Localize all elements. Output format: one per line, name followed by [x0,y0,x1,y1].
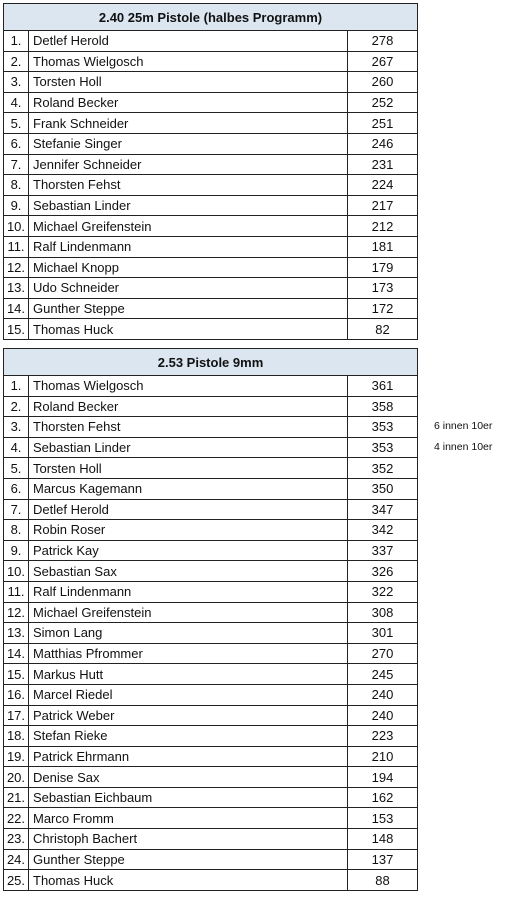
table-row [4,520,418,541]
score-cell: 347 [348,499,418,520]
name-cell: Thorsten Fehst [29,175,348,196]
rank-cell: 19. [4,746,29,767]
table-row [4,216,418,237]
score-cell: 358 [348,396,418,417]
rank-cell: 11. [4,581,29,602]
table-row [4,623,418,644]
score-cell: 212 [348,216,418,237]
name-cell: Gunther Steppe [29,298,348,319]
rank-cell: 20. [4,767,29,788]
name-cell: Markus Hutt [29,664,348,685]
rank-cell: 8. [4,175,29,196]
score-cell: 350 [348,478,418,499]
score-cell: 270 [348,643,418,664]
table-row [4,643,418,664]
table-row [4,478,418,499]
score-cell: 352 [348,458,418,479]
name-cell: Sebastian Sax [29,561,348,582]
rank-cell: 13. [4,623,29,644]
name-cell: Simon Lang [29,623,348,644]
name-cell: Michael Knopp [29,257,348,278]
rank-cell: 4. [4,92,29,113]
table-row [4,726,418,747]
rank-cell: 5. [4,458,29,479]
rank-cell: 2. [4,51,29,72]
name-cell: Patrick Ehrmann [29,746,348,767]
rank-cell: 17. [4,705,29,726]
table-row [4,870,418,891]
name-cell: Thomas Huck [29,319,348,340]
rank-cell: 5. [4,113,29,134]
rank-cell: 12. [4,602,29,623]
name-cell: Roland Becker [29,396,348,417]
table-row [4,92,418,113]
score-cell: 231 [348,154,418,175]
rank-cell: 11. [4,236,29,257]
name-cell: Frank Schneider [29,113,348,134]
score-cell: 88 [348,870,418,891]
rank-cell: 10. [4,216,29,237]
table-row [4,257,418,278]
name-cell: Matthias Pfrommer [29,643,348,664]
name-cell: Stefan Rieke [29,726,348,747]
table-row [4,561,418,582]
name-cell: Torsten Holl [29,458,348,479]
name-cell: Thomas Huck [29,870,348,891]
name-cell: Ralf Lindenmann [29,236,348,257]
table-title: 2.40 25m Pistole (halbes Programm) [4,4,418,31]
rank-cell: 1. [4,376,29,397]
table-row [4,746,418,767]
table-header-row [4,4,418,31]
score-cell: 267 [348,51,418,72]
rank-cell: 12. [4,257,29,278]
score-cell: 181 [348,236,418,257]
name-cell: Christoph Bachert [29,829,348,850]
name-cell: Roland Becker [29,92,348,113]
rank-cell: 9. [4,195,29,216]
table-row [4,72,418,93]
rank-cell: 23. [4,829,29,850]
name-cell: Gunther Steppe [29,849,348,870]
score-cell: 260 [348,72,418,93]
rank-cell: 13. [4,278,29,299]
table-row [4,175,418,196]
rank-cell: 3. [4,417,29,438]
score-cell: 210 [348,746,418,767]
score-cell: 278 [348,31,418,52]
table-row [4,602,418,623]
rank-cell: 15. [4,664,29,685]
rank-cell: 22. [4,808,29,829]
score-cell: 301 [348,623,418,644]
rank-cell: 7. [4,499,29,520]
score-cell: 322 [348,581,418,602]
score-cell: 194 [348,767,418,788]
rank-cell: 3. [4,72,29,93]
results-table-pistole-9mm [3,348,418,891]
table-header-row [4,349,418,376]
score-cell: 240 [348,684,418,705]
table-row [4,298,418,319]
table-title: 2.53 Pistole 9mm [4,349,418,376]
table-row [4,808,418,829]
name-cell: Thomas Wielgosch [29,51,348,72]
score-cell: 82 [348,319,418,340]
table-row [4,849,418,870]
score-cell: 153 [348,808,418,829]
score-cell: 162 [348,787,418,808]
table-row [4,236,418,257]
table-row [4,319,418,340]
name-cell: Ralf Lindenmann [29,581,348,602]
table-row [4,31,418,52]
table-row [4,154,418,175]
score-cell: 326 [348,561,418,582]
table-row [4,705,418,726]
name-cell: Torsten Holl [29,72,348,93]
score-cell: 172 [348,298,418,319]
score-cell: 148 [348,829,418,850]
table-row [4,133,418,154]
table-row [4,278,418,299]
name-cell: Sebastian Eichbaum [29,787,348,808]
table-row [4,376,418,397]
rank-cell: 7. [4,154,29,175]
rank-cell: 16. [4,684,29,705]
table-row [4,787,418,808]
score-cell: 353 [348,417,418,438]
name-cell: Sebastian Linder [29,195,348,216]
name-cell: Patrick Weber [29,705,348,726]
score-cell: 217 [348,195,418,216]
table-row [4,581,418,602]
name-cell: Marcus Kagemann [29,478,348,499]
rank-cell: 14. [4,643,29,664]
table-row [4,113,418,134]
score-cell: 245 [348,664,418,685]
table-row [4,51,418,72]
name-cell: Detlef Herold [29,499,348,520]
score-cell: 179 [348,257,418,278]
tiebreak-note: 4 innen 10er [434,441,493,453]
score-cell: 224 [348,175,418,196]
table-row [4,458,418,479]
table-row [4,540,418,561]
name-cell: Patrick Kay [29,540,348,561]
table-row [4,396,418,417]
results-table-25m-pistole [3,3,418,340]
rank-cell: 18. [4,726,29,747]
table-row [4,767,418,788]
score-cell: 337 [348,540,418,561]
rank-cell: 24. [4,849,29,870]
table-row [4,684,418,705]
score-cell: 342 [348,520,418,541]
rank-cell: 8. [4,520,29,541]
score-cell: 223 [348,726,418,747]
name-cell: Sebastian Linder [29,437,348,458]
rank-cell: 15. [4,319,29,340]
table-row [4,499,418,520]
name-cell: Detlef Herold [29,31,348,52]
rank-cell: 6. [4,133,29,154]
score-cell: 353 [348,437,418,458]
name-cell: Michael Greifenstein [29,602,348,623]
rank-cell: 9. [4,540,29,561]
rank-cell: 14. [4,298,29,319]
score-cell: 240 [348,705,418,726]
table-row [4,829,418,850]
score-cell: 361 [348,376,418,397]
rank-cell: 6. [4,478,29,499]
name-cell: Marco Fromm [29,808,348,829]
rank-cell: 10. [4,561,29,582]
rank-cell: 1. [4,31,29,52]
score-cell: 137 [348,849,418,870]
table-row [4,195,418,216]
table-row [4,664,418,685]
table-row [4,437,418,458]
score-cell: 173 [348,278,418,299]
score-cell: 251 [348,113,418,134]
name-cell: Stefanie Singer [29,133,348,154]
score-cell: 308 [348,602,418,623]
name-cell: Denise Sax [29,767,348,788]
table-row [4,417,418,438]
name-cell: Marcel Riedel [29,684,348,705]
name-cell: Robin Roser [29,520,348,541]
name-cell: Michael Greifenstein [29,216,348,237]
tiebreak-note: 6 innen 10er [434,420,493,432]
score-cell: 246 [348,133,418,154]
rank-cell: 21. [4,787,29,808]
score-cell: 252 [348,92,418,113]
name-cell: Udo Schneider [29,278,348,299]
name-cell: Jennifer Schneider [29,154,348,175]
rank-cell: 2. [4,396,29,417]
name-cell: Thomas Wielgosch [29,376,348,397]
name-cell: Thorsten Fehst [29,417,348,438]
rank-cell: 4. [4,437,29,458]
rank-cell: 25. [4,870,29,891]
